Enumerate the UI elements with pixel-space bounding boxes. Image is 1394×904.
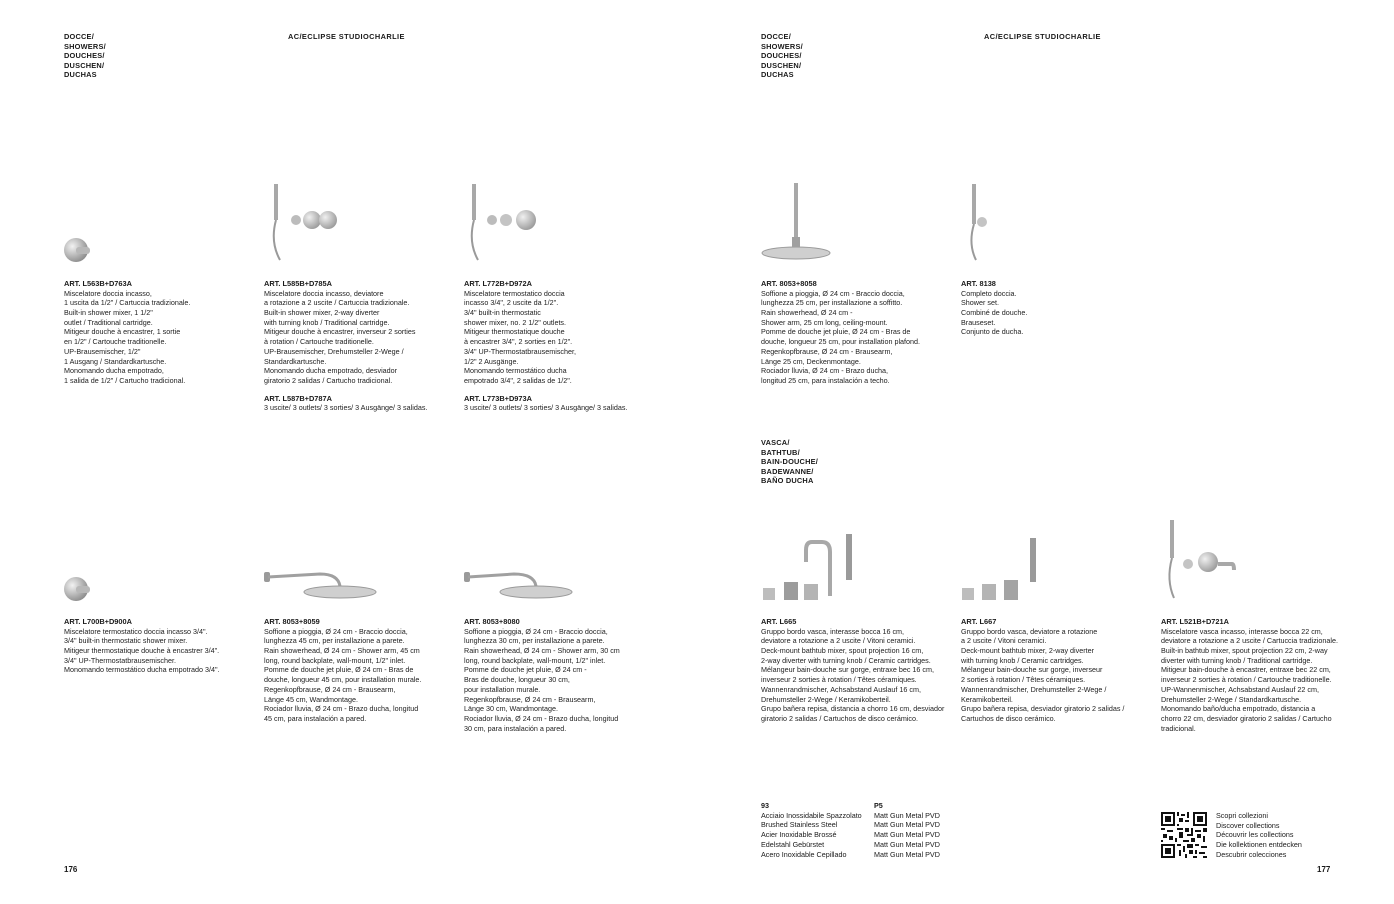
category-heading-bathtub: VASCA/ BATHTUB/ BAIN-DOUCHE/ BADEWANNE/ BAÑO DUCHA <box>761 438 819 486</box>
article-code: ART. L667 <box>961 617 997 626</box>
article-code: ART. L521B+D721A <box>1161 617 1229 626</box>
product-description: Gruppo bordo vasca, interasse bocca 16 cm, deviatore a rotazione a 2 uscite / Vitoni ceramici. Deck-mount bathtub mixer, spout projection 16 cm, 2-way diverter with turning knob / Ceramic cartridges. Mélangeur bain-douche sur gorge, entraxe bec 16 cm, inverseur 2 sorties à rotation / Têtes céramiques. Wannenrandmischer, Achsabstand Auslauf 16 cm, Drehumsteller 2-Wege / Keramikoberteil. Grupo bañera repisa, distancia a chorro 16 cm, desviador giratorio 2 salidas / Cartuchos de disco cerámico. <box>761 626 945 723</box>
product-l585b <box>264 279 464 413</box>
product-l665 <box>761 617 961 724</box>
page-number: 177 <box>1317 865 1331 874</box>
variant-description: 3 uscite/ 3 outlets/ 3 sorties/ 3 Ausgänge/ 3 salidas. <box>264 403 428 413</box>
finish-name: Acier Inoxidable Brossé <box>761 830 837 840</box>
article-code: ART. 8053+8059 <box>264 617 320 626</box>
product-image-l665 <box>760 532 870 602</box>
finish-name: Matt Gun Metal PVD <box>874 849 940 859</box>
article-code: ART. L665 <box>761 617 797 626</box>
product-description: Soffione a pioggia, Ø 24 cm - Braccio doccia, lunghezza 45 cm, per installazione a parete. Rain showerhead, Ø 24 cm - Shower arm, 45 cm long, round backplate, wall-mount, 1/2" inlet. Pomme de douche jet pluie, Ø 24 cm - Bras de douche, longueur 45 cm, pour installation murale. Regenkopfbrause, Ø 24 cm - Brausearm, Länge 45 cm, Wandmontage. Rociador lluvia, Ø 24 cm - Brazo ducha, longitud 45 cm, para instalación a pared. <box>264 626 422 723</box>
finish-code: 93 <box>761 801 769 810</box>
qr-code-icon[interactable] <box>1161 812 1207 858</box>
series-title: AC/ECLIPSE STUDIOCHARLIE <box>984 32 1101 41</box>
product-l563b <box>64 279 260 386</box>
article-code-variant: ART. L773B+D973A <box>464 393 532 403</box>
variant-description: 3 uscite/ 3 outlets/ 3 sorties/ 3 Ausgänge/ 3 salidas. <box>464 403 628 413</box>
product-8138 <box>961 279 1157 337</box>
product-image-8053-8059 <box>264 566 384 606</box>
product-image-8138 <box>962 182 1002 262</box>
finish-name: Acero Inoxidable Cepillado <box>761 849 847 859</box>
article-code: ART. L772B+D972A <box>464 279 532 288</box>
product-image-l585b <box>266 182 346 262</box>
product-image-l563b <box>62 236 92 266</box>
product-description: Completo doccia. Shower set. Combiné de douche. Brauseset. Conjunto de ducha. <box>961 288 1028 337</box>
finish-93 <box>761 801 862 859</box>
product-description: Miscelatore termostatico doccia incasso 3/4", 2 uscite da 1/2". 3/4" built-in thermostatic shower mixer, no. 2 1/2" outlets. Mitigeur thermostatique douche à encastrer 3/4", 2 sorties en 1/2". 3/4" UP-Thermostatbrausemischer, 1/2" 2 Ausgänge. Monomando termostático ducha empotrado 3/4", 2 salidas de 1/2". <box>464 288 577 385</box>
product-description: Gruppo bordo vasca, deviatore a rotazione a 2 uscite / Vitoni ceramici. Deck-mount bathtub mixer, 2-way diverter with turning knob / Ceramic cartridges. Mélangeur bain-douche sur gorge, inverseur 2 sorties à rotation / Têtes céramiques. Wannenrandmischer, Drehumsteller 2-Wege / Keramikoberteil. Grupo bañera repisa, desviador giratorio 2 salidas / Cartuchos de disco cerámico. <box>961 626 1125 723</box>
product-image-l667 <box>960 536 1040 602</box>
product-l667 <box>961 617 1157 724</box>
article-code-variant: ART. L587B+D787A <box>264 393 332 403</box>
finish-name: Acciaio Inossidabile Spazzolato <box>761 810 862 820</box>
finish-code: P5 <box>874 801 883 810</box>
product-description: Soffione a pioggia, Ø 24 cm - Braccio doccia, lunghezza 25 cm, per installazione a soffitto. Rain showerhead, Ø 24 cm - Shower arm, 25 cm long, ceiling-mount. Pomme de douche jet pluie, Ø 24 cm - Bras de douche, longueur 25 cm, pour installation plafond. Regenkopfbrause, Ø 24 cm - Brausearm, Länge 25 cm, Deckenmontage. Rociador lluvia, Ø 24 cm - Brazo ducha, longitud 25 cm, para instalación a techo. <box>761 288 921 385</box>
finish-name: Matt Gun Metal PVD <box>874 820 940 830</box>
finish-name: Matt Gun Metal PVD <box>874 839 940 849</box>
product-description: Soffione a pioggia, Ø 24 cm - Braccio doccia, lunghezza 30 cm, per installazione a parete. Rain showerhead, Ø 24 cm - Shower arm, 30 cm long, round backplate, wall-mount, 1/2" inlet. Pomme de douche jet pluie, Ø 24 cm - Bras de douche, longueur 30 cm, pour installation murale. Regenkopfbrause, Ø 24 cm - Brausearm, Länge 30 cm, Wandmontage. Rociador lluvia, Ø 24 cm - Brazo ducha, longitud 30 cm, para instalación a pared. <box>464 626 620 733</box>
qr-caption-line: Discover collections <box>1216 820 1280 830</box>
product-8053-8059 <box>264 617 460 724</box>
product-l772b <box>464 279 664 413</box>
product-image-8053-8058 <box>760 183 832 263</box>
product-image-l521b <box>1164 518 1244 598</box>
finish-name: Edelstahl Gebürstet <box>761 839 825 849</box>
product-8053-8080 <box>464 617 660 733</box>
product-8053-8058 <box>761 279 961 386</box>
category-heading: DOCCE/ SHOWERS/ DOUCHES/ DUSCHEN/ DUCHAS <box>64 32 106 80</box>
product-image-l700b <box>62 574 92 604</box>
qr-caption <box>1216 811 1302 860</box>
article-code: ART. L700B+D900A <box>64 617 132 626</box>
finish-name: Brushed Stainless Steel <box>761 820 838 830</box>
product-description: Miscelatore doccia incasso, deviatore a rotazione a 2 uscite / Cartuccia tradizionale. Built-in shower mixer, 2-way diverter with turning knob / Traditional cartridge. Mitigeur douche à encastrer, inverseur 2 sorties à rotation / Cartouche traditionelle. UP-Brausemischer, Drehumsteller 2-Wege / Standardkartusche. Monomando ducha empotrado, desviador giratorio 2 salidas / Cartucho tradicional. <box>264 288 416 385</box>
finish-name: Matt Gun Metal PVD <box>874 810 940 820</box>
product-description: Miscelatore vasca incasso, interasse bocca 22 cm, deviatore a rotazione a 2 uscite / Cartuccia tradizionale. Built-in bathtub mixer, spout projection 22 cm, 2-way diverter with turning knob / Traditional cartridge. Mitigeur bain-douche à encastrer, entraxe bec 22 cm, inverseur 2 sorties à rotation / Cartouche traditionelle. UP-Wannenmischer, Achsabstand Auslauf 22 cm, Drehumsteller 2-Wege / Standardkartusche. Monomando baño/ducha empotrado, distancia a chorro 22 cm, desviador giratorio 2 salidas / Cartucho tradicional. <box>1161 626 1338 733</box>
finish-name: Matt Gun Metal PVD <box>874 830 940 840</box>
category-heading: DOCCE/ SHOWERS/ DOUCHES/ DUSCHEN/ DUCHAS <box>761 32 803 80</box>
qr-caption-line: Die kollektionen entdecken <box>1216 840 1302 850</box>
series-title: AC/ECLIPSE STUDIOCHARLIE <box>288 32 405 41</box>
product-l521b <box>1161 617 1361 733</box>
article-code: ART. L585B+D785A <box>264 279 332 288</box>
article-code: ART. 8053+8058 <box>761 279 817 288</box>
article-code: ART. 8138 <box>961 279 996 288</box>
qr-caption-line: Scopri collezioni <box>1216 811 1268 820</box>
article-code: ART. 8053+8080 <box>464 617 520 626</box>
product-image-l772b <box>466 182 546 262</box>
qr-caption-line: Découvrir les collections <box>1216 830 1294 840</box>
page-number: 176 <box>64 865 78 874</box>
product-description: Miscelatore termostatico doccia incasso 3/4". 3/4" built-in thermostatic shower mixer. Mitigeur thermostatique douche à encastrer 3/4". 3/4" UP-Thermostatbrausemischer. Monomando termostático ducha empotrado 3/4". <box>64 626 220 675</box>
finish-p5 <box>874 801 940 859</box>
product-description: Miscelatore doccia incasso, 1 uscita da 1/2" / Cartuccia tradizionale. Built-in shower mixer, 1 1/2" outlet / Traditional cartridge. Mitigeur douche à encastrer, 1 sortie en 1/2" / Cartouche traditionelle. UP-Brausemischer, 1/2" 1 Ausgang / Standardkartusche. Monomando ducha empotrado, 1 salida de 1/2" / Cartucho tradicional. <box>64 288 191 385</box>
qr-caption-line: Descubrir colecciones <box>1216 849 1287 859</box>
article-code: ART. L563B+D763A <box>64 279 132 288</box>
product-l700b <box>64 617 260 675</box>
product-image-8053-8080 <box>464 566 584 606</box>
